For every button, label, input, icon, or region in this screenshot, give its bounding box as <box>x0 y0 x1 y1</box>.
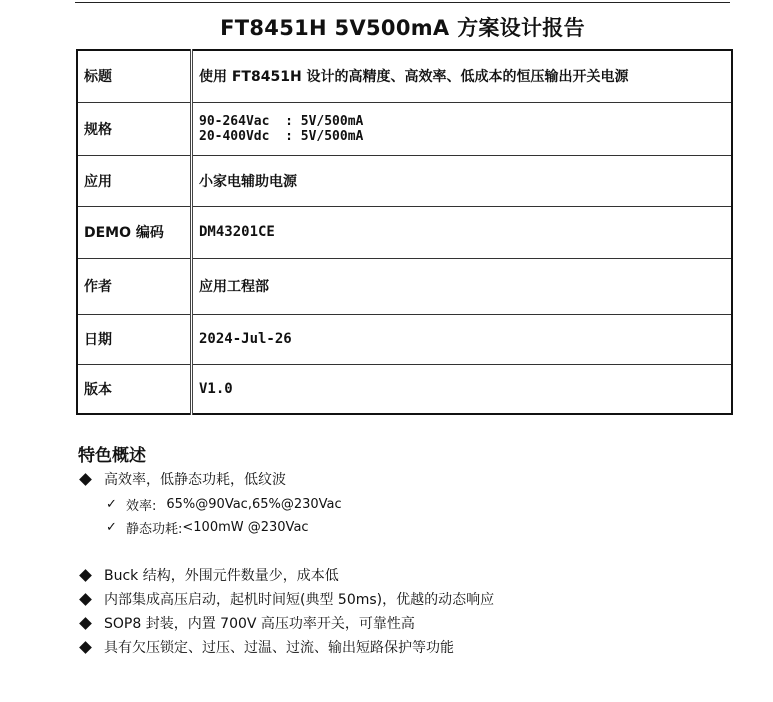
table-row <box>77 206 732 258</box>
row-label-demo-code: DEMO 编码 <box>77 206 192 258</box>
row-value-author: 应用工程部 <box>192 258 733 314</box>
row-label-spec: 规格 <box>77 102 192 155</box>
checkmark-icon: ✓ <box>106 520 117 535</box>
diamond-bullet-icon <box>79 641 92 654</box>
sub-feature-efficiency <box>106 495 342 514</box>
row-label-author: 作者 <box>77 258 192 314</box>
features-heading: 特色概述 <box>78 446 146 466</box>
feature-item <box>78 589 494 609</box>
diamond-bullet-icon <box>79 473 92 486</box>
table-row <box>77 364 732 414</box>
spec-line-dc: 20-400Vdc : 5V/500mA <box>199 128 364 144</box>
spec-table <box>76 49 733 415</box>
feature-item <box>78 565 339 585</box>
feature-item <box>78 613 415 633</box>
row-value-application: 小家电辅助电源 <box>192 155 733 206</box>
row-value-date: 2024-Jul-26 <box>192 314 733 364</box>
sub-feature-label: 效率: <box>126 499 157 514</box>
row-value-spec <box>192 102 733 155</box>
document-title: FT8451H 5V500mA 方案设计报告 <box>220 16 585 40</box>
sub-feature-label: 静态功耗: <box>126 522 183 537</box>
table-row <box>77 102 732 155</box>
sub-feature-value: <100mW @230Vac <box>182 520 309 535</box>
row-value-demo-code: DM43201CE <box>192 206 733 258</box>
feature-item-text: Buck 结构，外围元件数量少，成本低 <box>104 568 339 584</box>
feature-item-text: 具有欠压锁定、过压、过温、过流、输出短路保护等功能 <box>104 640 454 656</box>
row-label-application: 应用 <box>77 155 192 206</box>
diamond-bullet-icon <box>79 593 92 606</box>
row-label-title: 标题 <box>77 50 192 102</box>
sub-feature-standby <box>106 518 309 537</box>
row-value-title: 使用 FT8451H 设计的高精度、高效率、低成本的恒压输出开关电源 <box>192 50 733 102</box>
top-rule <box>75 2 730 3</box>
feature-item-text: 内部集成高压启动，起机时间短(典型 50ms)，优越的动态响应 <box>104 592 495 608</box>
row-label-date: 日期 <box>77 314 192 364</box>
spec-line-ac: 90-264Vac : 5V/500mA <box>199 113 364 129</box>
checkmark-icon: ✓ <box>106 497 117 512</box>
sub-feature-value: 65%@90Vac,65%@230Vac <box>166 497 342 512</box>
table-row <box>77 155 732 206</box>
row-label-version: 版本 <box>77 364 192 414</box>
table-row <box>77 50 732 102</box>
table-row <box>77 314 732 364</box>
feature-item-text: SOP8 封装，内置 700V 高压功率开关，可靠性高 <box>104 616 415 632</box>
table-row <box>77 258 732 314</box>
row-value-version: V1.0 <box>192 364 733 414</box>
feature-main-text: 高效率，低静态功耗，低纹波 <box>104 472 286 488</box>
feature-item <box>78 637 454 657</box>
diamond-bullet-icon <box>79 569 92 582</box>
diamond-bullet-icon <box>79 617 92 630</box>
feature-main <box>78 469 286 489</box>
